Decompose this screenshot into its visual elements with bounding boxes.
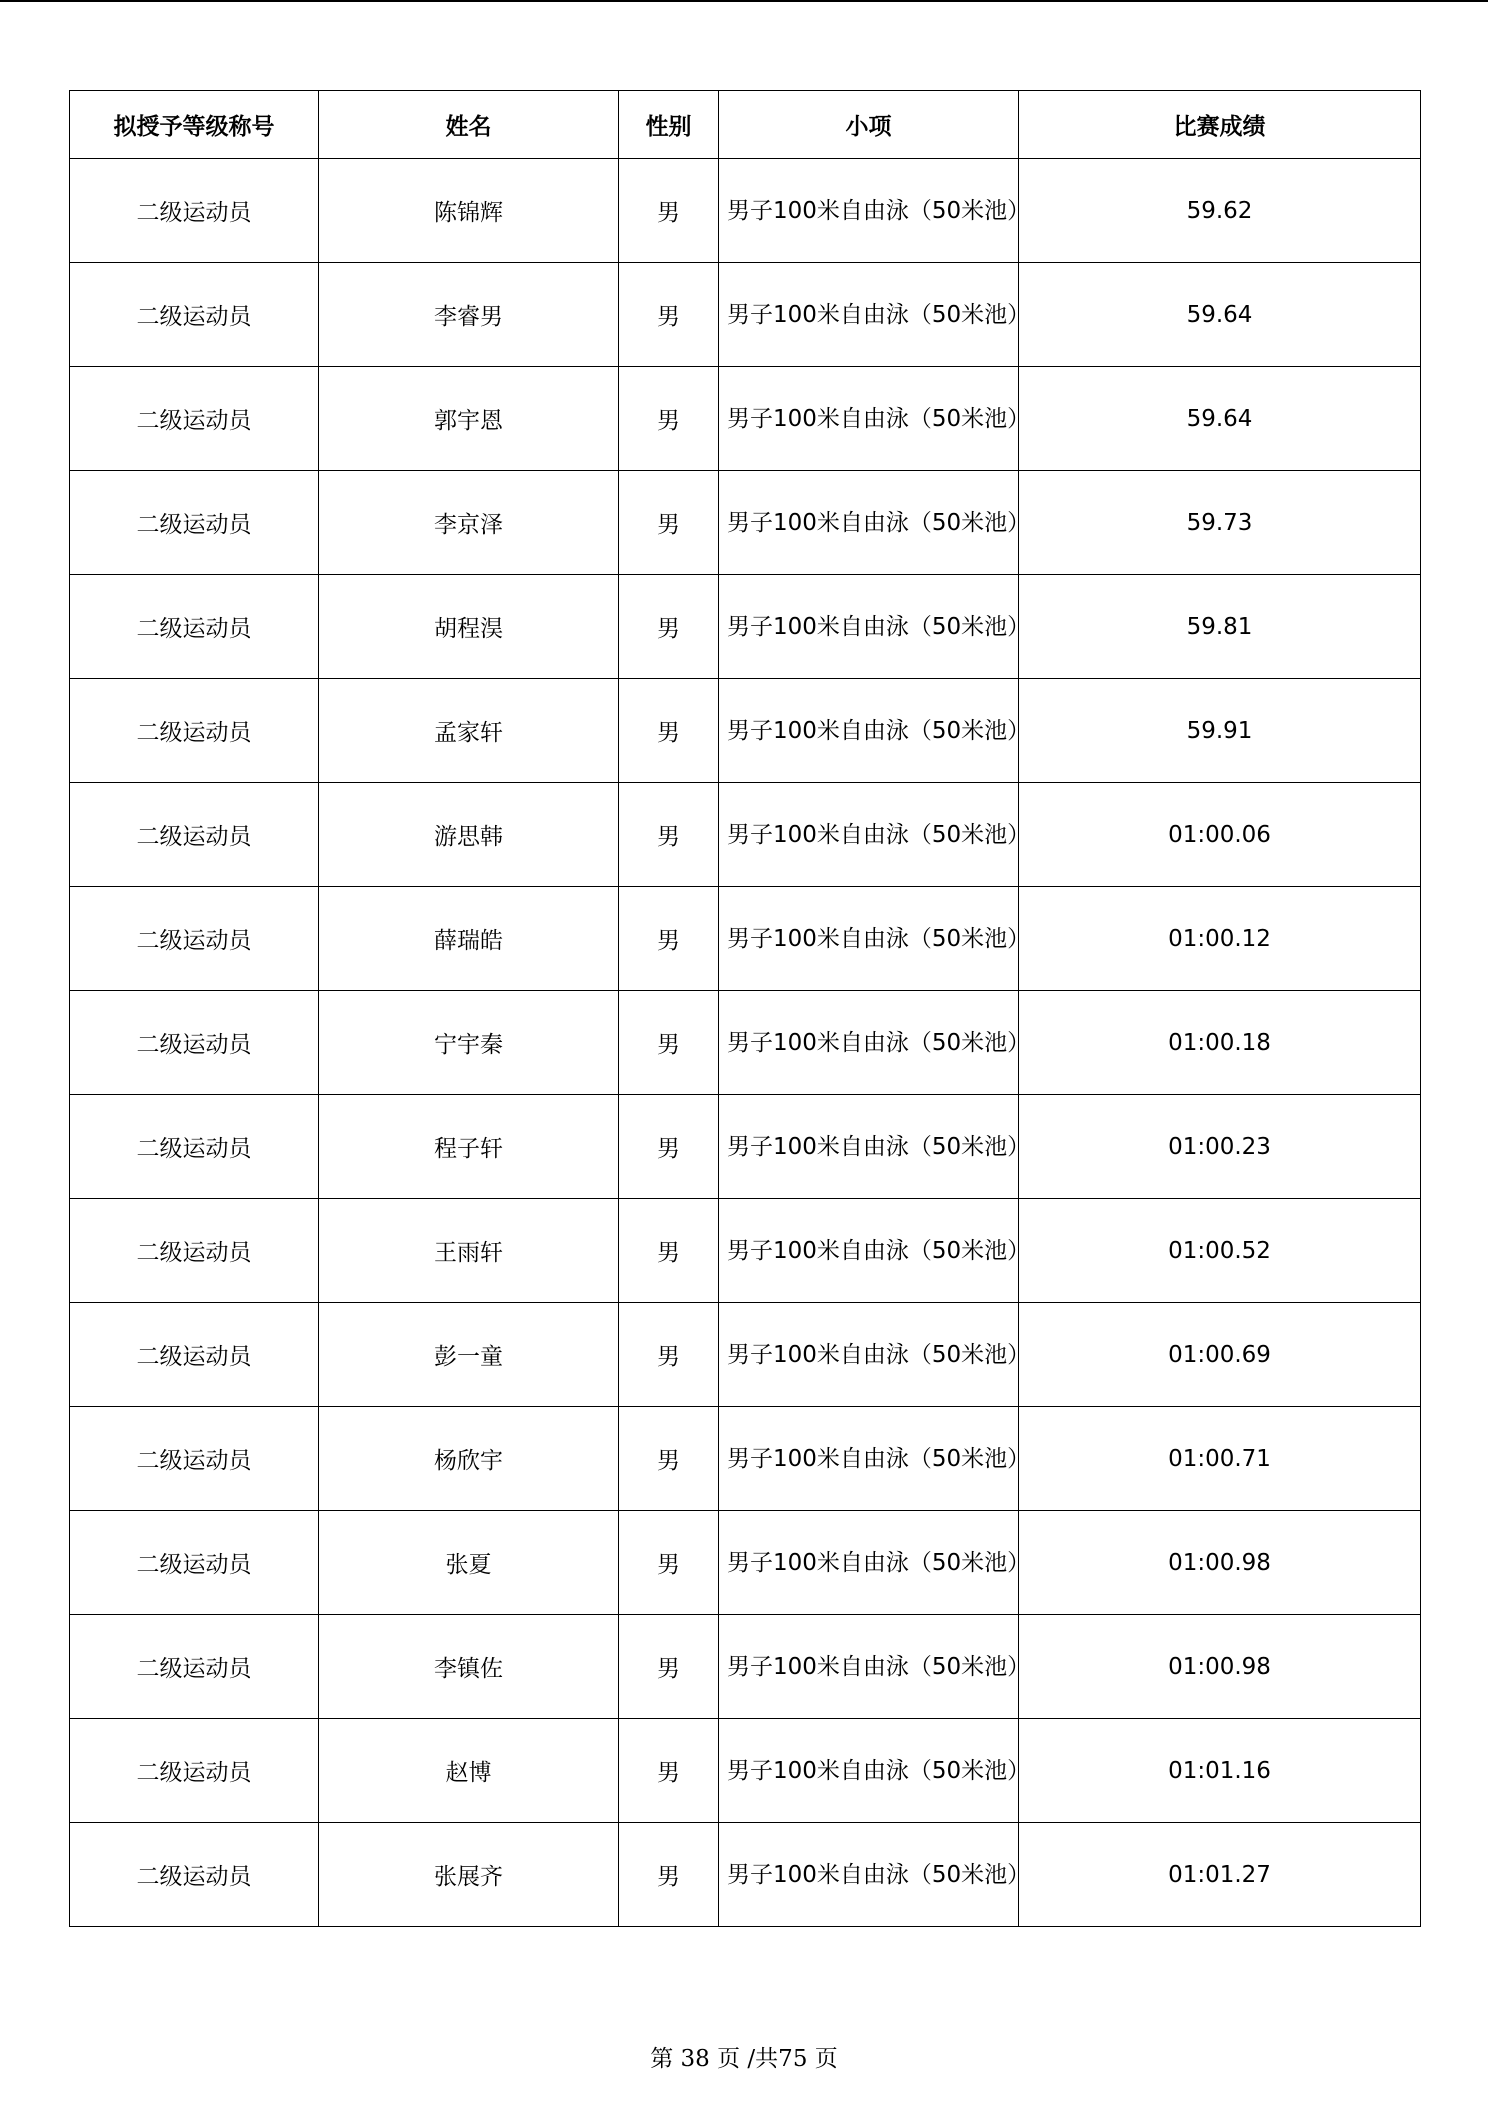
top-border-line	[0, 0, 1488, 2]
table-row	[70, 159, 1421, 263]
event-text: 男子100米自由泳（50米池）	[727, 1757, 1031, 1784]
athlete-name-cell: 胡程淏	[319, 575, 619, 679]
table-row	[70, 887, 1421, 991]
event-cell	[719, 1719, 1031, 1823]
grade-cell: 二级运动员	[70, 1719, 319, 1823]
results-table	[69, 90, 1421, 1927]
gender-cell: 男	[619, 1719, 719, 1823]
event-cell	[719, 679, 1031, 783]
grade-cell: 二级运动员	[70, 1095, 319, 1199]
event-text: 男子100米自由泳（50米池）	[727, 821, 1031, 848]
event-text: 男子100米自由泳（50米池）	[727, 301, 1031, 328]
header-score: 比赛成绩	[1019, 91, 1421, 159]
score-cell: 59.73	[1019, 471, 1421, 575]
event-text: 男子100米自由泳（50米池）	[727, 1549, 1031, 1576]
table-row	[70, 367, 1421, 471]
event-cell	[719, 471, 1031, 575]
event-cell	[719, 1303, 1031, 1407]
gender-cell: 男	[619, 679, 719, 783]
table-row	[70, 1511, 1421, 1615]
athlete-name-cell: 孟家轩	[319, 679, 619, 783]
page-number-footer: 第 38 页 /共75 页	[650, 2046, 838, 2072]
athlete-name-cell: 张展齐	[319, 1823, 619, 1927]
score-cell: 59.64	[1019, 367, 1421, 471]
event-cell	[719, 1511, 1031, 1615]
athlete-name-cell: 薛瑞皓	[319, 887, 619, 991]
athlete-name-cell: 彭一童	[319, 1303, 619, 1407]
athlete-name-cell: 王雨轩	[319, 1199, 619, 1303]
gender-cell: 男	[619, 263, 719, 367]
table-row	[70, 1303, 1421, 1407]
grade-cell: 二级运动员	[70, 679, 319, 783]
event-text: 男子100米自由泳（50米池）	[727, 509, 1031, 536]
grade-cell: 二级运动员	[70, 1199, 319, 1303]
score-cell: 01:01.16	[1019, 1719, 1421, 1823]
score-cell: 59.91	[1019, 679, 1421, 783]
event-text: 男子100米自由泳（50米池）	[727, 1445, 1031, 1472]
gender-cell: 男	[619, 471, 719, 575]
score-cell: 01:00.98	[1019, 1511, 1421, 1615]
table-row	[70, 679, 1421, 783]
gender-cell: 男	[619, 1407, 719, 1511]
score-cell: 01:00.18	[1019, 991, 1421, 1095]
event-cell	[719, 263, 1031, 367]
athlete-name-cell: 程子轩	[319, 1095, 619, 1199]
event-cell	[719, 1095, 1031, 1199]
gender-cell: 男	[619, 783, 719, 887]
gender-cell: 男	[619, 887, 719, 991]
grade-cell: 二级运动员	[70, 887, 319, 991]
score-cell: 01:00.71	[1019, 1407, 1421, 1511]
gender-cell: 男	[619, 1095, 719, 1199]
event-text: 男子100米自由泳（50米池）	[727, 197, 1031, 224]
event-cell	[719, 1615, 1031, 1719]
event-text: 男子100米自由泳（50米池）	[727, 1861, 1031, 1888]
athlete-name-cell: 李镇佐	[319, 1615, 619, 1719]
score-cell: 01:00.69	[1019, 1303, 1421, 1407]
event-text: 男子100米自由泳（50米池）	[727, 1341, 1031, 1368]
grade-cell: 二级运动员	[70, 783, 319, 887]
score-cell: 01:00.12	[1019, 887, 1421, 991]
gender-cell: 男	[619, 991, 719, 1095]
gender-cell: 男	[619, 1303, 719, 1407]
grade-cell: 二级运动员	[70, 471, 319, 575]
event-cell	[719, 1199, 1031, 1303]
grade-cell: 二级运动员	[70, 1407, 319, 1511]
header-grade: 拟授予等级称号	[70, 91, 319, 159]
table-row	[70, 471, 1421, 575]
header-name: 姓名	[319, 91, 619, 159]
event-cell	[719, 1823, 1031, 1927]
event-cell	[719, 159, 1031, 263]
table-row	[70, 263, 1421, 367]
athlete-name-cell: 李京泽	[319, 471, 619, 575]
header-gender: 性别	[619, 91, 719, 159]
table-row	[70, 783, 1421, 887]
score-cell: 59.64	[1019, 263, 1421, 367]
score-cell: 01:00.06	[1019, 783, 1421, 887]
athlete-name-cell: 陈锦辉	[319, 159, 619, 263]
score-cell: 01:00.52	[1019, 1199, 1421, 1303]
event-cell	[719, 783, 1031, 887]
grade-cell: 二级运动员	[70, 1823, 319, 1927]
athlete-name-cell: 赵博	[319, 1719, 619, 1823]
gender-cell: 男	[619, 1511, 719, 1615]
event-cell	[719, 575, 1031, 679]
grade-cell: 二级运动员	[70, 263, 319, 367]
table-row	[70, 1407, 1421, 1511]
table-body	[70, 159, 1421, 1927]
table-row	[70, 575, 1421, 679]
event-text: 男子100米自由泳（50米池）	[727, 1133, 1031, 1160]
gender-cell: 男	[619, 159, 719, 263]
gender-cell: 男	[619, 1823, 719, 1927]
score-cell: 01:01.27	[1019, 1823, 1421, 1927]
gender-cell: 男	[619, 367, 719, 471]
header-event: 小项	[719, 91, 1019, 159]
gender-cell: 男	[619, 1199, 719, 1303]
event-cell	[719, 991, 1031, 1095]
event-text: 男子100米自由泳（50米池）	[727, 717, 1031, 744]
athlete-name-cell: 宁宇秦	[319, 991, 619, 1095]
athlete-name-cell: 游思韩	[319, 783, 619, 887]
grade-cell: 二级运动员	[70, 1615, 319, 1719]
athlete-name-cell: 杨欣宇	[319, 1407, 619, 1511]
table-row	[70, 1095, 1421, 1199]
event-text: 男子100米自由泳（50米池）	[727, 925, 1031, 952]
score-cell: 01:00.23	[1019, 1095, 1421, 1199]
table-row	[70, 1823, 1421, 1927]
grade-cell: 二级运动员	[70, 1511, 319, 1615]
grade-cell: 二级运动员	[70, 367, 319, 471]
gender-cell: 男	[619, 575, 719, 679]
table-row	[70, 1615, 1421, 1719]
table-row	[70, 991, 1421, 1095]
event-text: 男子100米自由泳（50米池）	[727, 613, 1031, 640]
athlete-name-cell: 郭宇恩	[319, 367, 619, 471]
event-cell	[719, 1407, 1031, 1511]
table-row	[70, 1199, 1421, 1303]
score-cell: 59.81	[1019, 575, 1421, 679]
event-text: 男子100米自由泳（50米池）	[727, 1029, 1031, 1056]
event-text: 男子100米自由泳（50米池）	[727, 1653, 1031, 1680]
athlete-name-cell: 李睿男	[319, 263, 619, 367]
grade-cell: 二级运动员	[70, 1303, 319, 1407]
event-cell	[719, 887, 1031, 991]
grade-cell: 二级运动员	[70, 991, 319, 1095]
table-row	[70, 1719, 1421, 1823]
event-text: 男子100米自由泳（50米池）	[727, 1237, 1031, 1264]
score-cell: 59.62	[1019, 159, 1421, 263]
score-cell: 01:00.98	[1019, 1615, 1421, 1719]
grade-cell: 二级运动员	[70, 159, 319, 263]
grade-cell: 二级运动员	[70, 575, 319, 679]
table-header-row	[70, 91, 1421, 159]
athlete-name-cell: 张夏	[319, 1511, 619, 1615]
gender-cell: 男	[619, 1615, 719, 1719]
event-cell	[719, 367, 1031, 471]
event-text: 男子100米自由泳（50米池）	[727, 405, 1031, 432]
